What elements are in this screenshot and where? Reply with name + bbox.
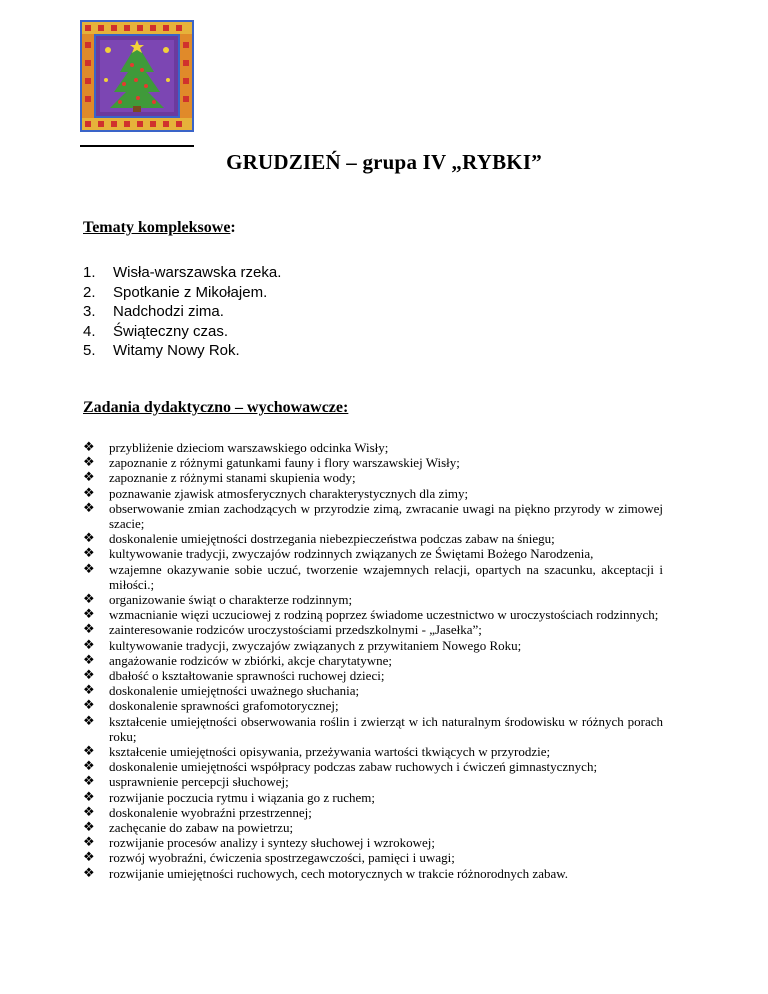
diamond-bullet-icon: ❖	[83, 774, 95, 790]
task-item	[83, 455, 663, 470]
task-item	[83, 866, 663, 881]
task-text: rozwój wyobraźni, ćwiczenia spostrzegawczości, pamięci i uwagi;	[109, 850, 455, 866]
task-text: poznawanie zjawisk atmosferycznych charakterystycznych dla zimy;	[109, 485, 469, 501]
topics-heading	[83, 219, 236, 237]
task-text: dbałość o kształtowanie sprawności ruchowej dzieci;	[109, 668, 385, 684]
diamond-bullet-icon: ❖	[83, 850, 95, 866]
task-text: wzajemne okazywanie sobie uczuć, tworzenie wzajemnych relacji, opartych na szacunku, akceptacji i miłości.;	[109, 561, 663, 592]
topics-list	[83, 263, 281, 361]
task-text: obserwowanie zmian zachodzących w przyrodzie zimą, zwracanie uwagi na piękno przyrody w zimowej szacie;	[109, 500, 663, 532]
task-item	[83, 774, 663, 789]
topics-heading-colon: :	[230, 219, 236, 236]
diamond-bullet-icon: ❖	[83, 485, 95, 501]
task-item	[83, 820, 663, 835]
task-item	[83, 501, 663, 531]
topic-number: 1.	[83, 264, 96, 281]
task-item	[83, 440, 663, 455]
diamond-bullet-icon: ❖	[83, 455, 95, 471]
topic-text: Świąteczny czas.	[113, 322, 229, 340]
task-item	[83, 653, 663, 668]
diamond-bullet-icon: ❖	[83, 759, 95, 775]
task-item	[83, 546, 663, 561]
diamond-bullet-icon: ❖	[83, 622, 95, 638]
task-text: zapoznanie z różnymi gatunkami fauny i flory warszawskiej Wisły;	[109, 455, 460, 471]
diamond-bullet-icon: ❖	[83, 835, 95, 851]
task-text: rozwijanie poczucia rytmu i wiązania go z ruchem;	[109, 789, 376, 805]
task-text: angażowanie rodziców w zbiórki, akcje charytatywne;	[109, 652, 392, 668]
diamond-bullet-icon: ❖	[83, 804, 95, 820]
task-text: usprawnienie percepcji słuchowej;	[109, 774, 289, 790]
task-item	[83, 562, 663, 592]
task-item	[83, 668, 663, 683]
task-item	[83, 759, 663, 774]
diamond-bullet-icon: ❖	[83, 789, 95, 805]
logo-underline	[80, 145, 194, 147]
topic-number: 2.	[83, 283, 96, 301]
topic-item	[83, 341, 281, 361]
task-item	[83, 698, 663, 713]
task-text: doskonalenie umiejętności współpracy podczas zabaw ruchowych i ćwiczeń gimnastycznych;	[109, 759, 598, 775]
topic-item	[83, 302, 281, 322]
task-item	[83, 744, 663, 759]
task-text: doskonalenie wyobraźni przestrzennej;	[109, 804, 312, 820]
task-item	[83, 592, 663, 607]
task-text: rozwijanie umiejętności ruchowych, cech motorycznych w trakcie różnorodnych zabaw.	[109, 865, 569, 881]
diamond-bullet-icon: ❖	[83, 865, 95, 881]
task-text: zachęcanie do zabaw na powietrzu;	[109, 820, 294, 836]
task-item	[83, 790, 663, 805]
page-title: GRUDZIEŃ – grupa IV „RYBKI”	[226, 150, 542, 174]
task-text: kultywowanie tradycji, zwyczajów związanych z przywitaniem Nowego Roku;	[109, 637, 522, 653]
task-text: rozwijanie procesów analizy i syntezy słuchowej i wzrokowej;	[109, 835, 435, 851]
task-text: doskonalenie sprawności grafomotorycznej;	[109, 698, 339, 714]
task-item	[83, 714, 663, 744]
diamond-bullet-icon: ❖	[83, 820, 95, 836]
task-text: wzmacnianie więzi uczuciowej z rodziną poprzez świadome uczestnictwo w uroczystościach rodzinnych;	[109, 607, 659, 623]
task-item	[83, 683, 663, 698]
diamond-bullet-icon: ❖	[83, 440, 95, 455]
tasks-heading: Zadania dydaktyczno – wychowawcze:	[83, 399, 349, 416]
task-item	[83, 470, 663, 485]
task-item	[83, 531, 663, 546]
diamond-bullet-icon: ❖	[83, 668, 95, 684]
task-item	[83, 486, 663, 501]
tasks-list	[83, 440, 663, 881]
diamond-bullet-icon: ❖	[83, 531, 95, 547]
diamond-bullet-icon: ❖	[83, 561, 95, 577]
task-text: doskonalenie umiejętności uważnego słuchania;	[109, 683, 360, 699]
diamond-bullet-icon: ❖	[83, 744, 95, 760]
task-item	[83, 607, 663, 622]
task-text: organizowanie świąt o charakterze rodzinnym;	[109, 592, 353, 608]
task-text: zapoznanie z różnymi stanami skupienia wody;	[109, 470, 356, 486]
topic-number: 5.	[83, 342, 96, 359]
diamond-bullet-icon: ❖	[83, 470, 95, 486]
diamond-bullet-icon: ❖	[83, 683, 95, 699]
task-text: kultywowanie tradycji, zwyczajów rodzinnych związanych ze Świętami Bożego Narodzenia,	[109, 546, 594, 562]
topic-text: Witamy Nowy Rok.	[113, 342, 240, 359]
topic-text: Spotkanie z Mikołajem.	[113, 283, 268, 301]
task-item	[83, 835, 663, 850]
diamond-bullet-icon: ❖	[83, 607, 95, 623]
christmas-tree-illustration	[80, 20, 194, 132]
diamond-bullet-icon: ❖	[83, 637, 95, 653]
topics-heading-text: Tematy kompleksowe	[83, 219, 231, 236]
topic-number: 4.	[83, 322, 96, 340]
diamond-bullet-icon: ❖	[83, 500, 95, 516]
diamond-bullet-icon: ❖	[83, 713, 95, 729]
diamond-bullet-icon: ❖	[83, 698, 95, 714]
task-text: kształcenie umiejętności opisywania, przeżywania wartości tkwiących w przyrodzie;	[109, 744, 551, 760]
task-item	[83, 805, 663, 820]
task-text: doskonalenie umiejętności dostrzegania niebezpieczeństwa podczas zabaw na śniegu;	[109, 531, 555, 547]
diamond-bullet-icon: ❖	[83, 652, 95, 668]
task-item	[83, 850, 663, 865]
task-text: kształcenie umiejętności obserwowania roślin i zwierząt w ich naturalnym środowisku w różnych porach roku;	[109, 713, 663, 744]
topic-item	[83, 322, 281, 342]
diamond-bullet-icon: ❖	[83, 546, 95, 562]
topic-text: Wisła-warszawska rzeka.	[113, 264, 282, 281]
task-text: przybliżenie dzieciom warszawskiego odcinka Wisły;	[109, 440, 389, 455]
topic-number: 3.	[83, 303, 96, 320]
task-item	[83, 622, 663, 637]
task-item	[83, 638, 663, 653]
topic-item	[83, 263, 281, 283]
diamond-bullet-icon: ❖	[83, 592, 95, 608]
task-text: zainteresowanie rodziców uroczystościami przedszkolnymi - „Jasełka”;	[109, 622, 482, 638]
topic-item	[83, 283, 281, 303]
topic-text: Nadchodzi zima.	[113, 303, 224, 320]
